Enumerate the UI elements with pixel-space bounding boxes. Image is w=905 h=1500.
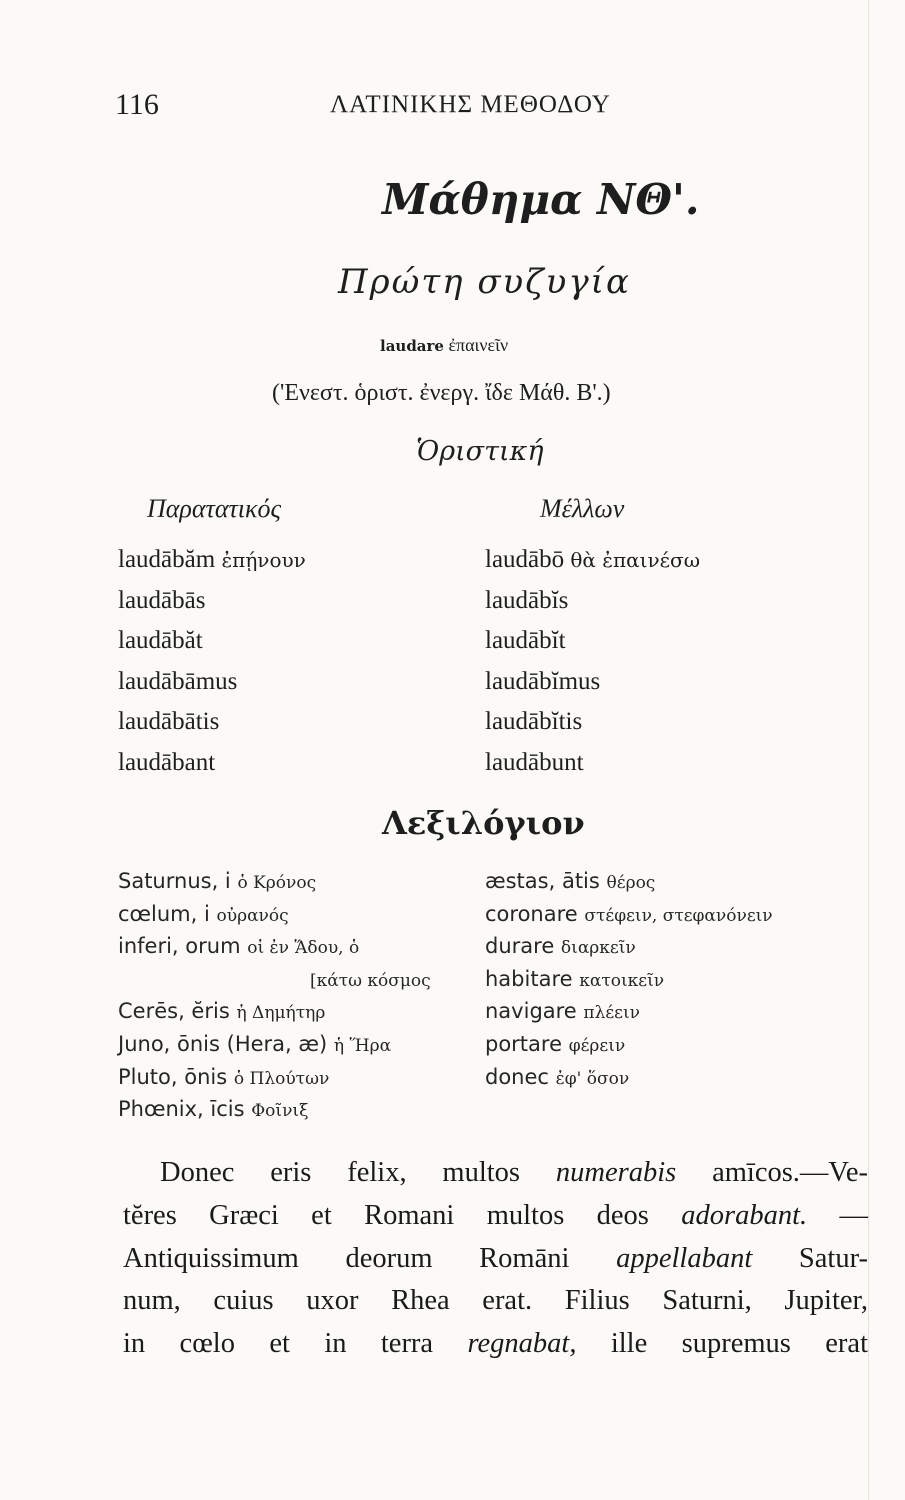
vocab-entry: Phœnix, īcis Φοῖνιξ: [118, 1097, 309, 1122]
future-column: [485, 540, 700, 784]
mood-heading: Ὁριστική: [416, 436, 544, 467]
lesson-title: Μάθημα ΝΘ'.: [382, 175, 700, 224]
vocab-entry: navigare πλέειν: [485, 999, 640, 1024]
conjugation-row: laudābunt: [485, 748, 584, 776]
conjugation-row: laudābant: [118, 748, 216, 776]
vocab-entry: Pluto, ōnis ὁ Πλούτων: [118, 1064, 330, 1089]
vocab-entry: cœlum, i οὐρανός: [118, 901, 289, 926]
conjugation-row: laudābātis: [118, 708, 220, 736]
tense-label-future: Μέλλων: [540, 494, 625, 523]
running-title: ΛΑΤΙΝΙΚΗΣ ΜΕΘΟΔΟΥ: [330, 91, 611, 118]
verb-latin: laudare: [380, 337, 444, 355]
page-number: 116: [115, 88, 159, 121]
vocab-entry: [κάτω κόσμος: [310, 970, 431, 991]
vocab-entry: inferi, orum οἱ ἐν Ἅδου, ὁ: [118, 934, 360, 959]
vocab-entry: Cerēs, ĕris ἡ Δημήτηρ: [118, 999, 326, 1024]
conjugation-row: [118, 540, 306, 581]
conjugation-row: [485, 540, 700, 581]
vocab-left-column: [118, 866, 431, 1127]
paragraph-line: in cœlo et in terra regnabat, ille supremus erat: [123, 1328, 868, 1360]
gloss: θὰ ἐπαινέσω: [570, 548, 700, 572]
verb-heading: [380, 335, 508, 356]
conjugation-row: laudābĭt: [485, 627, 566, 655]
form: laudābō: [485, 546, 565, 573]
exercise-paragraph: [123, 1152, 868, 1366]
conjugation-row: laudābăt: [118, 627, 203, 655]
lesson-subtitle: Πρώτη συζυγία: [338, 262, 631, 302]
verb-greek: ἐπαινεῖν: [448, 335, 509, 355]
vocab-entry: donec ἐφ' ὅσον: [485, 1064, 630, 1089]
vocab-entry: æstas, ātis θέρος: [485, 869, 656, 893]
vocab-entry: portare φέρειν: [485, 1031, 626, 1056]
vocab-entry: coronare στέφειν, στεφανόνειν: [485, 901, 773, 926]
paragraph-line: num, cuius uxor Rhea erat. Filius Saturni, Jupiter,: [123, 1285, 868, 1317]
vocab-entry: Juno, ōnis (Hera, æ) ἡ Ἥρα: [118, 1031, 392, 1056]
vocab-right-column: [485, 866, 773, 1094]
vocab-entry: durare διαρκεῖν: [485, 934, 636, 959]
conjugation-row: laudābās: [118, 586, 206, 614]
imperfect-column: [118, 540, 306, 784]
vocab-entry: Saturnus, i ὁ Κρόνος: [118, 869, 317, 893]
form: laudābăm: [118, 546, 216, 573]
paragraph-line: Antiquissimum deorum Romāni appellabant Satur-: [123, 1242, 868, 1274]
conjugation-row: laudābāmus: [118, 667, 238, 695]
paragraph-line: Donec eris felix, multos numerabis amīcos.—Ve-: [160, 1157, 868, 1188]
paragraph-line: tĕres Græci et Romani multos deos adorabant. —: [123, 1199, 868, 1231]
conjugation-row: laudābĭs: [485, 586, 569, 614]
conjugation-row: laudābĭmus: [485, 667, 601, 695]
reference-note: ('Ενεστ. ὁριστ. ἐνεργ. ἴδε Μάθ. Β'.): [272, 380, 611, 406]
page-edge: [868, 0, 869, 1500]
vocab-entry: habitare κατοικεῖν: [485, 966, 665, 991]
conjugation-row: laudābĭtis: [485, 708, 583, 736]
lexicon-title: Λεξιλόγιον: [382, 804, 585, 842]
gloss: ἐπῄνουν: [221, 548, 306, 572]
tense-label-imperfect: Παρατατικός: [147, 494, 282, 523]
